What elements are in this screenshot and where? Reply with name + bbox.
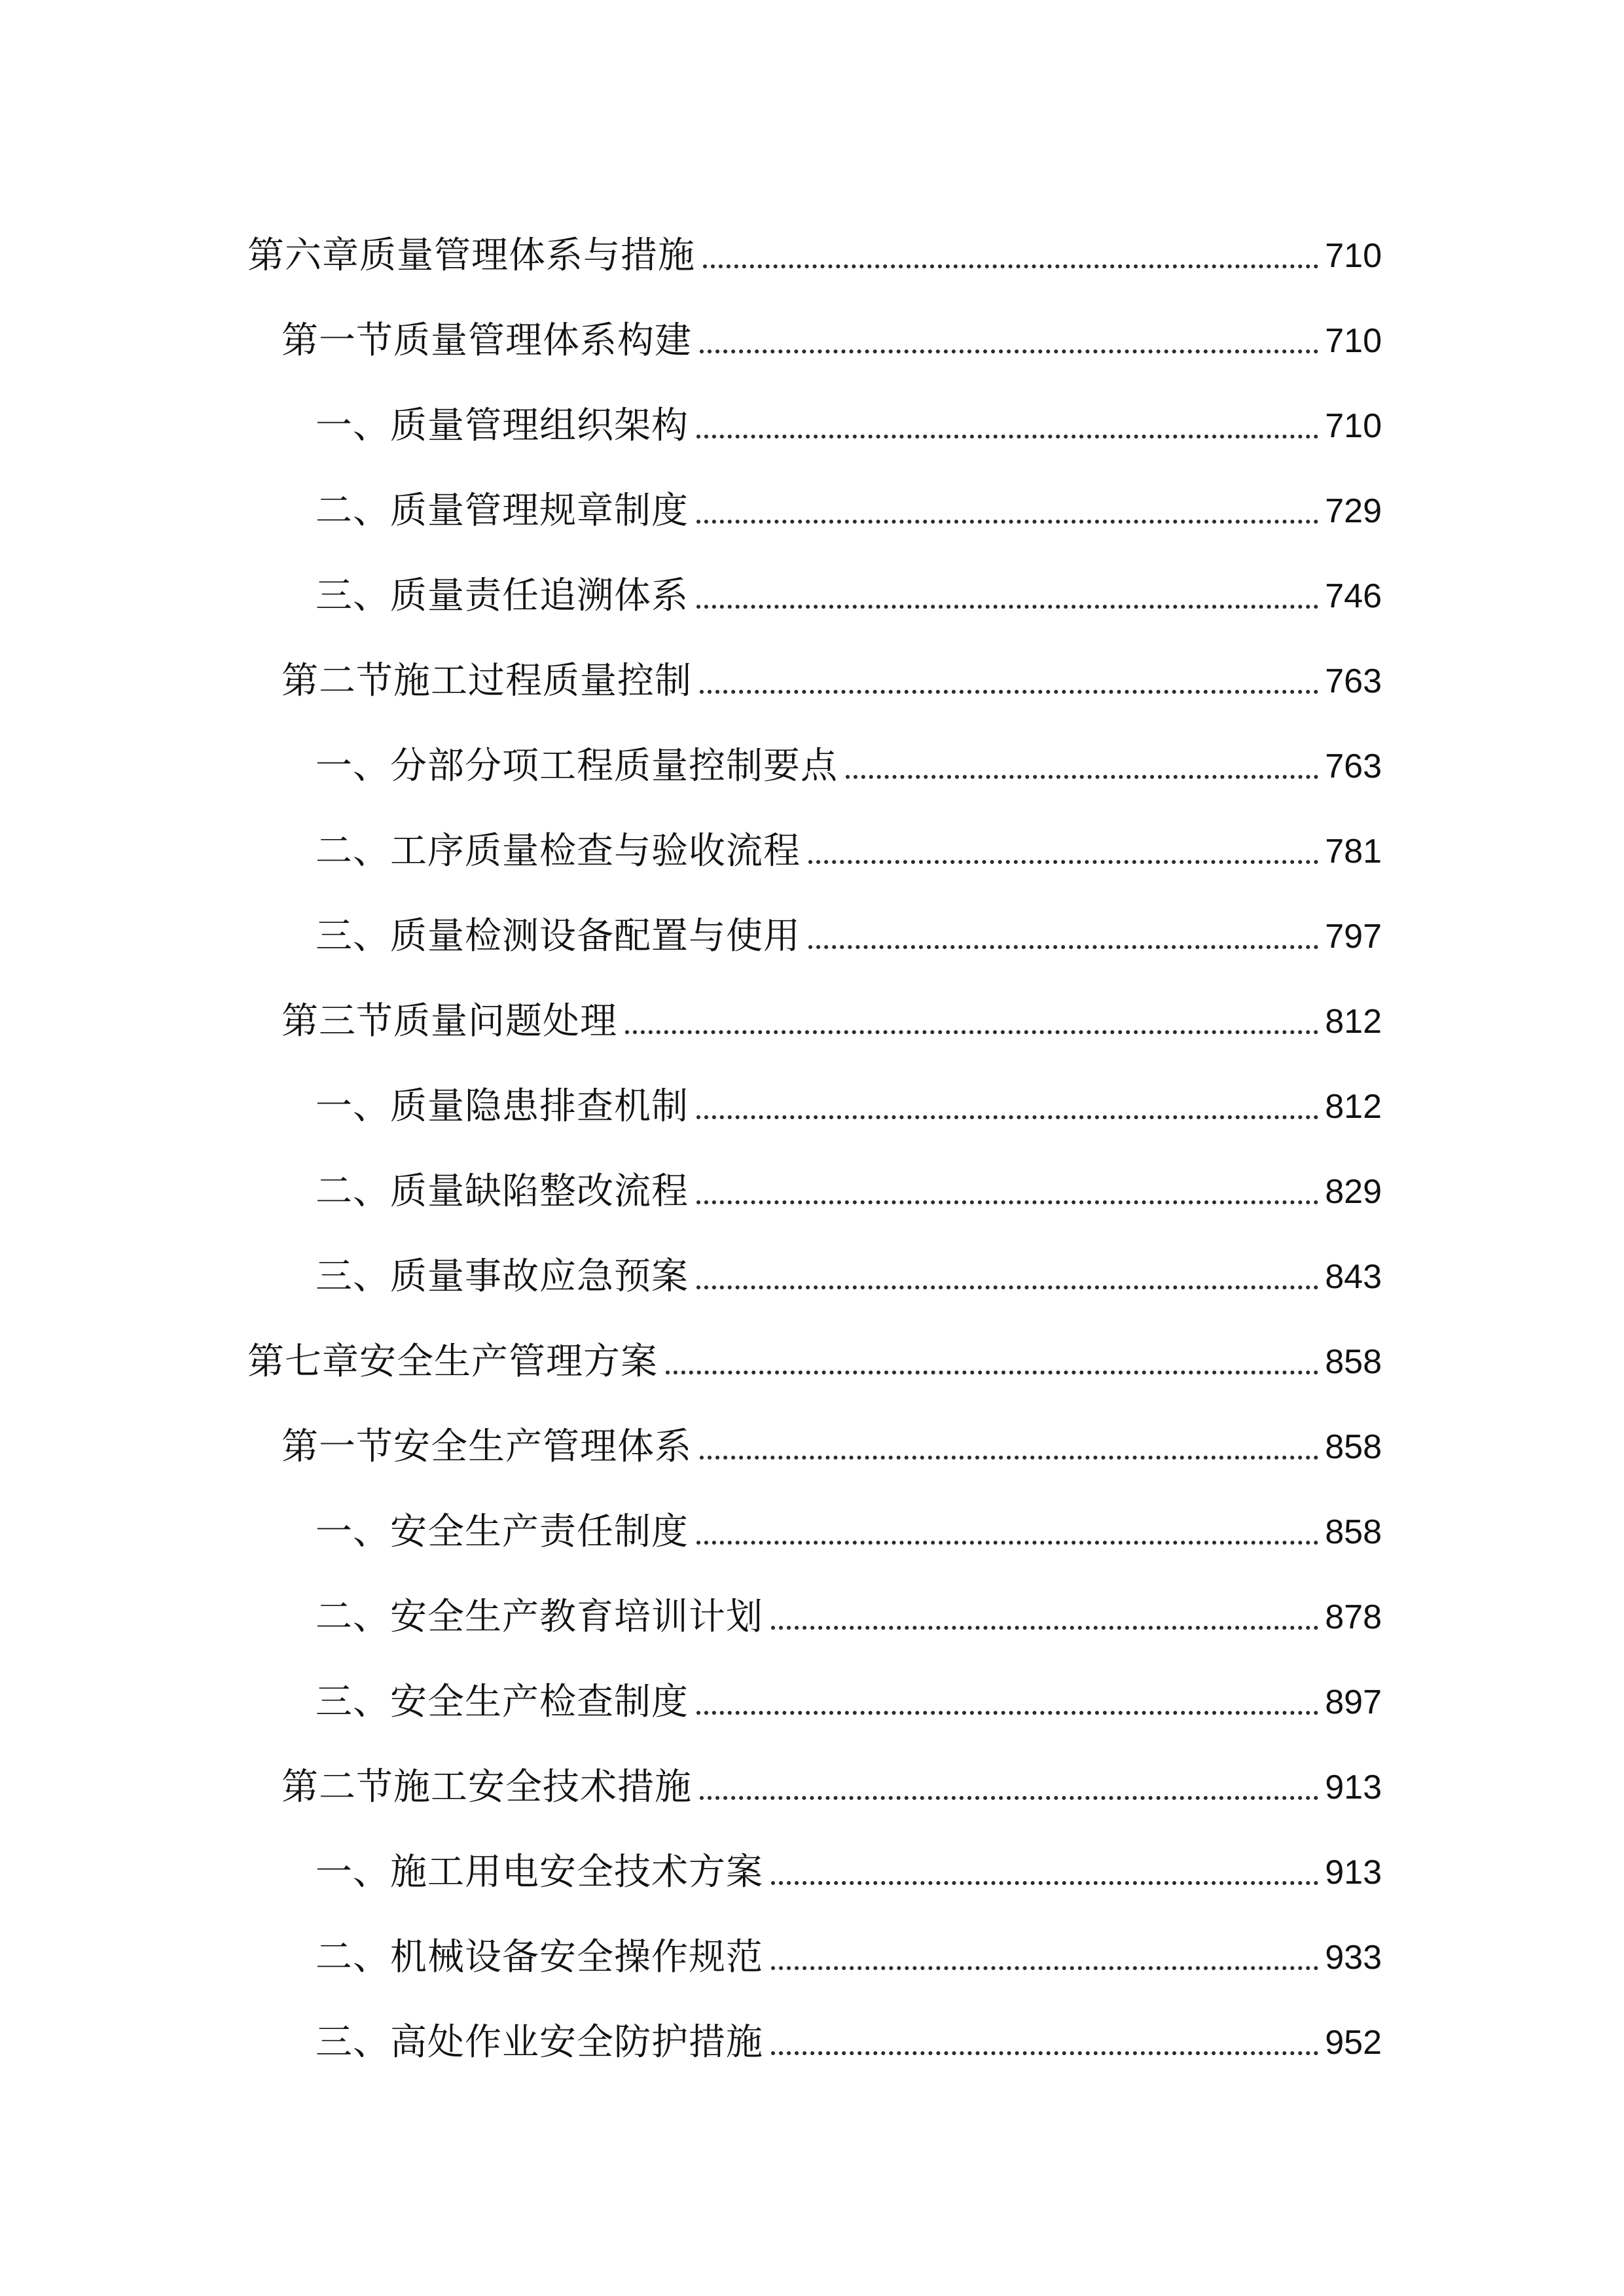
toc-dot-leader — [666, 1371, 1318, 1374]
toc-row — [247, 200, 1382, 279]
toc-page-number: 729 — [1325, 492, 1382, 530]
toc-entry[interactable] — [0, 1221, 1624, 1300]
toc-entry-title: 一、施工用电安全技术方案 — [316, 1851, 763, 1893]
toc-row — [316, 881, 1382, 960]
toc-entry-title: 二、机械设备安全操作规范 — [316, 1936, 763, 1979]
toc-entry[interactable] — [0, 1391, 1624, 1470]
toc-entry-title: 第六章质量管理体系与措施 — [247, 234, 695, 277]
toc-dot-leader — [771, 1626, 1318, 1630]
toc-dot-leader — [771, 1881, 1318, 1885]
toc-entry-title: 一、质量管理组织架构 — [316, 404, 689, 447]
toc-page-number: 812 — [1325, 1088, 1382, 1126]
toc-entry-title: 三、质量检测设备配置与使用 — [316, 915, 801, 958]
toc-row — [316, 1562, 1382, 1640]
toc-page-number: 858 — [1325, 1343, 1382, 1381]
toc-entry[interactable] — [0, 1051, 1624, 1130]
toc-entry[interactable] — [0, 1732, 1624, 1810]
toc-entry[interactable] — [0, 200, 1624, 279]
toc-page-number: 710 — [1325, 237, 1382, 275]
toc-page-number: 897 — [1325, 1683, 1382, 1721]
toc-entry[interactable] — [0, 1136, 1624, 1215]
toc-entry-title: 一、安全生产责任制度 — [316, 1511, 689, 1553]
toc-entry-title: 第一节质量管理体系构建 — [281, 319, 692, 362]
toc-entry[interactable] — [0, 711, 1624, 789]
toc-row — [281, 285, 1382, 364]
toc-row — [247, 1306, 1382, 1385]
toc-row — [316, 1817, 1382, 1895]
toc-page-number: 913 — [1325, 1768, 1382, 1806]
toc-row — [316, 1477, 1382, 1555]
toc-page-number: 710 — [1325, 322, 1382, 360]
toc-entry[interactable] — [0, 796, 1624, 874]
toc-page-number: 763 — [1325, 747, 1382, 785]
toc-entry-title: 三、质量责任追溯体系 — [316, 575, 689, 617]
toc-entry-title: 第二节施工过程质量控制 — [281, 660, 692, 702]
toc-entry-title: 三、高处作业安全防护措施 — [316, 2021, 763, 2064]
toc-row — [281, 1732, 1382, 1810]
toc-entry[interactable] — [0, 881, 1624, 960]
toc-row — [316, 1136, 1382, 1215]
toc-row — [316, 1902, 1382, 1981]
toc-row — [316, 1221, 1382, 1300]
toc-page-number: 913 — [1325, 1854, 1382, 1892]
toc-entry-title: 二、工序质量检查与验收流程 — [316, 830, 801, 872]
toc-page-number: 812 — [1325, 1003, 1382, 1041]
toc-entry[interactable] — [0, 1817, 1624, 1895]
toc-page-number: 710 — [1325, 407, 1382, 445]
toc-page-number: 952 — [1325, 2024, 1382, 2062]
toc-dot-leader — [696, 1200, 1318, 1204]
toc-entry[interactable] — [0, 456, 1624, 534]
toc-page-number: 781 — [1325, 833, 1382, 870]
toc-row — [281, 626, 1382, 704]
toc-entry-title: 第七章安全生产管理方案 — [247, 1340, 658, 1383]
toc-row — [316, 370, 1382, 449]
toc-page-number: 933 — [1325, 1939, 1382, 1977]
toc-page-number: 858 — [1325, 1428, 1382, 1466]
toc-entry-title: 一、分部分项工程质量控制要点 — [316, 745, 838, 787]
toc-entry[interactable] — [0, 1647, 1624, 1725]
toc-row — [316, 1051, 1382, 1130]
toc-entry-title: 三、安全生产检查制度 — [316, 1681, 689, 1723]
toc-page-number: 746 — [1325, 577, 1382, 615]
toc-dot-leader — [696, 1711, 1318, 1715]
toc-row — [316, 541, 1382, 619]
toc-entry-title: 二、质量管理规章制度 — [316, 490, 689, 532]
toc-dot-leader — [700, 690, 1318, 694]
toc-dot-leader — [808, 860, 1318, 864]
toc-entry[interactable] — [0, 1477, 1624, 1555]
toc-page-number: 843 — [1325, 1258, 1382, 1296]
toc-dot-leader — [700, 1456, 1318, 1460]
toc-dot-leader — [696, 435, 1318, 439]
toc-row — [281, 1391, 1382, 1470]
toc-dot-leader — [771, 2051, 1318, 2055]
toc-entry[interactable] — [0, 1987, 1624, 2066]
toc-page-number: 797 — [1325, 918, 1382, 956]
toc-entry-title: 第三节质量问题处理 — [281, 1000, 617, 1043]
toc-dot-leader — [703, 264, 1318, 268]
toc-row — [281, 966, 1382, 1045]
toc-entry[interactable] — [0, 966, 1624, 1045]
toc-entry-title: 二、安全生产教育培训计划 — [316, 1596, 763, 1638]
toc-dot-leader — [696, 1285, 1318, 1289]
toc-entry-title: 一、质量隐患排查机制 — [316, 1085, 689, 1128]
toc-entry-title: 二、质量缺陷整改流程 — [316, 1170, 689, 1213]
toc-row — [316, 1987, 1382, 2066]
toc-entry-title: 三、质量事故应急预案 — [316, 1255, 689, 1298]
toc-dot-leader — [846, 775, 1318, 779]
toc-dot-leader — [696, 520, 1318, 524]
toc-entry[interactable] — [0, 541, 1624, 619]
toc-dot-leader — [700, 1796, 1318, 1800]
toc-entry-title: 第一节安全生产管理体系 — [281, 1426, 692, 1468]
toc-row — [316, 456, 1382, 534]
toc-page-number: 829 — [1325, 1173, 1382, 1211]
toc-page-number: 878 — [1325, 1598, 1382, 1636]
toc-entry-title: 第二节施工安全技术措施 — [281, 1766, 692, 1808]
toc-page-number: 858 — [1325, 1513, 1382, 1551]
toc-dot-leader — [696, 605, 1318, 609]
toc-entry[interactable] — [0, 370, 1624, 449]
toc-row — [316, 796, 1382, 874]
toc-row — [316, 711, 1382, 789]
toc-entry[interactable] — [0, 1562, 1624, 1640]
toc-entry[interactable] — [0, 1902, 1624, 1981]
toc-dot-leader — [808, 945, 1318, 949]
toc-dot-leader — [696, 1115, 1318, 1119]
toc-entry[interactable] — [0, 1306, 1624, 1385]
toc-row — [316, 1647, 1382, 1725]
toc-entry[interactable] — [0, 626, 1624, 704]
toc-dot-leader — [625, 1030, 1318, 1034]
toc-entry[interactable] — [0, 285, 1624, 364]
toc-dot-leader — [771, 1966, 1318, 1970]
toc-page-number: 763 — [1325, 662, 1382, 700]
toc-dot-leader — [696, 1541, 1318, 1545]
toc-dot-leader — [700, 350, 1318, 353]
